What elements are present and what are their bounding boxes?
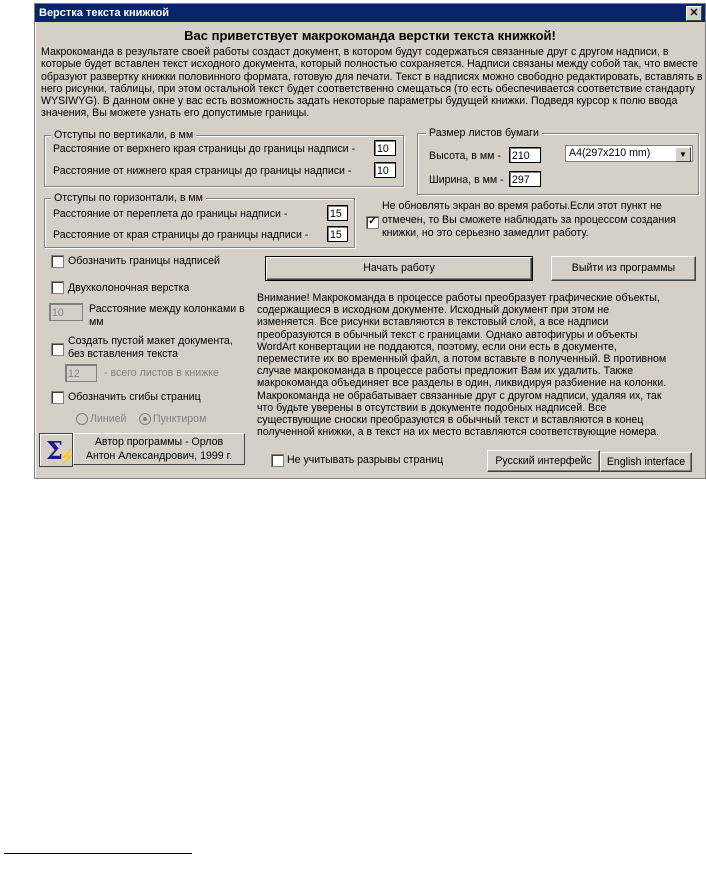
empty-layout-label: Создать пустой макет документа, без вставления текста [68, 335, 233, 360]
mark-borders-checkbox[interactable] [51, 255, 64, 268]
mark-borders-label: Обозначить границы надписей [68, 255, 220, 267]
sheets-count-label: - всего листов в книжке [104, 367, 219, 379]
fold-marks-label: Обозначить сгибы страниц [68, 391, 201, 403]
author-credit [73, 433, 245, 465]
bottom-margin-label: Расстояние от нижнего края страницы до границы надписи - [53, 165, 352, 177]
two-column-label: Двухколоночная верстка [68, 282, 190, 294]
empty-layout-checkbox[interactable] [51, 343, 64, 356]
radio-line-label: Линией [90, 413, 127, 425]
edge-margin-label: Расстояние от края страницы до границы надписи - [53, 229, 309, 241]
close-button[interactable] [686, 6, 702, 21]
column-gap-label: Расстояние между колонками в мм [89, 303, 245, 328]
author-line-2: Антон Александрович, 1999 г. [85, 449, 233, 462]
author-line-1: Автор программы - Орлов [94, 436, 224, 448]
title-bar [35, 4, 705, 22]
exit-button[interactable]: Выйти из программы [551, 256, 696, 281]
author-logo[interactable] [39, 433, 76, 467]
chevron-down-icon[interactable]: ▼ [675, 147, 691, 162]
two-column-checkbox[interactable] [51, 281, 64, 294]
bottom-margin-input[interactable]: 10 [374, 162, 396, 178]
macro-dialog [34, 3, 706, 479]
paper-format-select[interactable] [565, 145, 693, 162]
checkmark-icon: ✓ [368, 216, 377, 227]
top-margin-input[interactable]: 10 [374, 140, 396, 156]
paper-size-legend: Размер листов бумаги [426, 127, 542, 139]
paper-height-input[interactable]: 210 [509, 147, 541, 163]
sigma-icon: Σ [46, 436, 63, 465]
paper-width-input[interactable]: 297 [509, 171, 541, 187]
radio-dots[interactable] [139, 413, 151, 425]
no-refresh-label: Не обновлять экран во время работы.Если этот пункт не отмечен, то Вы сможете наблюдать за процессом создания книжки, но это серьезно замедлит работу. [382, 200, 676, 239]
ignore-breaks-checkbox[interactable] [271, 454, 284, 467]
welcome-heading: Вас приветствует макрокоманда верстки текста книжкой! [184, 28, 556, 43]
russian-interface-button[interactable]: Русский интерфейс [487, 450, 600, 472]
lightning-icon: ⚡ [58, 448, 76, 464]
sheets-count-input[interactable]: 12 [65, 364, 97, 382]
window-title: Верстка текста книжкой [39, 7, 170, 19]
radio-line[interactable] [76, 413, 88, 425]
warning-text: Внимание! Макрокоманда в процессе работы преобразует графические объекты, содержащиеся в исходном документе. Исходный документ при этом не изменяется. Все рисунки вставляются в текстовый слой, а все надписи преобразуются в обычный текст с границами. Однако автофигуры и объекты WordArt конвертации не поддаются, поэтому, если они есть в документе, переместите их во временный файл, а потом вставьте в полученный. В противном случае макрокоманда в процессе работы предложит Вам их удалить. Также макрокоманда объединяет все разделы в один, ликвидируя разбиение на колонки. Макрокоманда не обрабатывает связанные друг с другом надписи, удаляя их, так что будьте уверены в отсутствии в документе подобных надписей. Все существующие сноски преобразуются в обычный текст и вставляются в конец полученной книжки, а в текст на их место вставляются соответствующие номера. [257, 292, 667, 439]
binding-margin-label: Расстояние от переплета до границы надписи - [53, 208, 288, 220]
paper-height-label: Высота, в мм - [429, 150, 501, 162]
paper-format-value: A4(297x210 mm) [569, 147, 651, 159]
intro-text: Макрокоманда в результате своей работы создаст документ, в котором будут содержаться связанные друг с другом надписи, в которые будет вставлен текст исходного документа, который полностью сохраняется. Надписи связаны между собой так, что вместе образуют развертку книжки половинного формата, готовую для печати. Текст в надписях можно свободно редактировать, вставлять в него рисунки, таблицы, при этом остальной текст будет соответственно смещаться (то есть обеспечивается соответствие стандарту WYSIWYG). В данном окне у вас есть возможность задать некоторые параметры будущей книжки. Подведя курсор к полю ввода значения, Вы можете узнать его допустимые границы. [41, 46, 703, 120]
start-button[interactable]: Начать работу [265, 256, 533, 281]
fold-marks-checkbox[interactable] [51, 391, 64, 404]
close-icon: ✕ [689, 7, 699, 19]
column-gap-input[interactable]: 10 [49, 303, 83, 321]
no-refresh-checkbox[interactable] [366, 216, 379, 229]
vertical-margins-legend: Отступы по вертикали, в мм [51, 129, 196, 141]
radio-dots-label: Пунктиром [153, 413, 207, 425]
horizontal-margins-legend: Отступы по горизонтали, в мм [51, 192, 206, 204]
ignore-breaks-label: Не учитывать разрывы страниц [287, 454, 444, 466]
footnote-separator [4, 853, 192, 854]
binding-margin-input[interactable]: 15 [327, 205, 348, 221]
english-interface-button[interactable]: English interface [600, 452, 692, 472]
top-margin-label: Расстояние от верхнего края страницы до границы надписи - [53, 143, 356, 155]
paper-width-label: Ширина, в мм - [429, 174, 504, 186]
edge-margin-input[interactable]: 15 [327, 226, 348, 242]
